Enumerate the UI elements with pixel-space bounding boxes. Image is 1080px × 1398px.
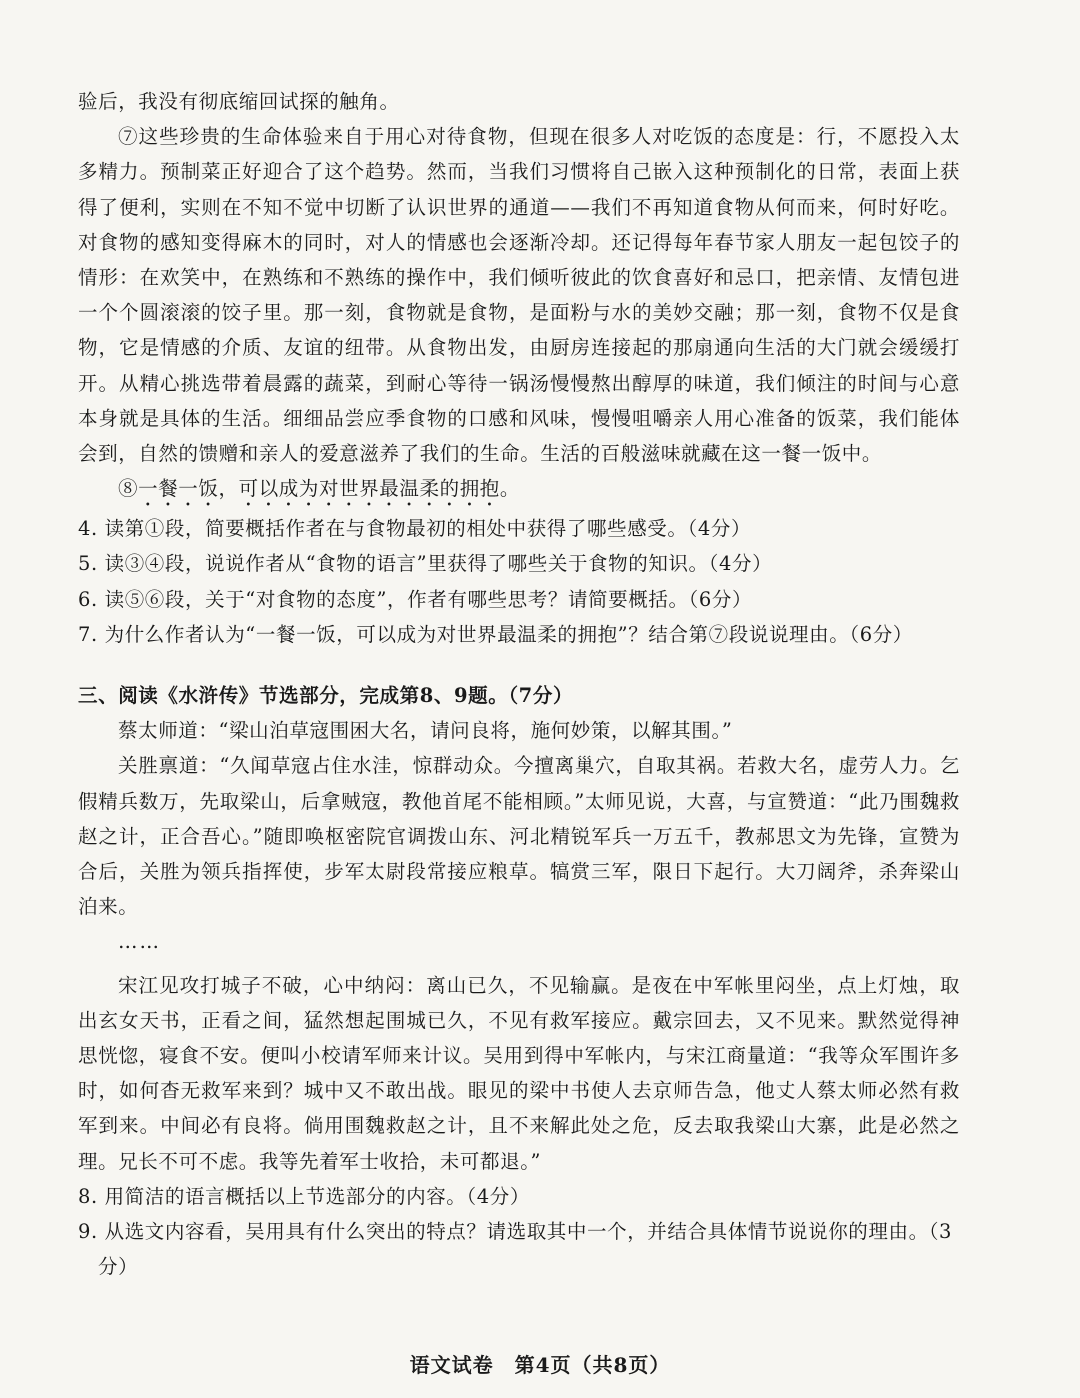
paragraph-8 xyxy=(78,471,960,511)
question-9: 9. 从选文内容看，吴用具有什么突出的特点？请选取其中一个，并结合具体情节说说你的理由。（3分） xyxy=(78,1220,953,1279)
paragraph-8-emphasized-text: 一餐一饭，可以成为对世界最温柔的拥抱。 xyxy=(138,477,521,501)
question-7: 7. 为什么作者认为“一餐一饭，可以成为对世界最温柔的拥抱”？结合第⑦段说说理由。（6分） xyxy=(78,622,913,646)
question-5: 5. 读③④段，说说作者从“食物的语言”里获得了哪些关于食物的知识。（4分） xyxy=(78,552,773,576)
section-3-paragraph-2: 关胜禀道：“久闻草寇占住水洼，惊群动众。今擅离巢穴，自取其祸。若救大名，虚劳人力。乞假精兵数万，先取梁山，后拿贼寇，教他首尾不能相顾。”太师见说，大喜，与宣赞道：“此乃围魏救赵之计，正合吾心。”随即唤枢密院官调拨山东、河北精锐军兵一万五千，教郝思文为先锋，宣赞为合后，关胜为领兵指挥使，步军太尉段常接应粮草。犒赏三军，限日下起行。大刀阔斧，杀奔梁山泊来。 xyxy=(78,754,960,919)
paragraph-8-number: ⑧ xyxy=(118,477,139,501)
question-4: 4. 读第①段，简要概括作者在与食物最初的相处中获得了哪些感受。（4分） xyxy=(78,517,752,541)
section-3-paragraph-1: 蔡太师道：“梁山泊草寇围困大名，请问良将，施何妙策，以解其围。” xyxy=(118,719,733,743)
page-footer: 语文试卷 第4页（共8页） xyxy=(409,1353,671,1377)
section-3-paragraph-3: 宋江见攻打城子不破，心中纳闷：离山已久，不见输赢。是夜在中军帐里闷坐，点上灯烛，取出玄女天书，正看之间，猛然想起围城已久，不见有救军接应。戴宗回去，又不见来。默然觉得神思恍惚，寝食不安。便叫小校请军师来计议。吴用到得中军帐内，与宋江商量道：“我等众军围许多时，如何杳无救军来到？城中又不敢出战。眼见的梁中书使人去京师告急，他丈人蔡太师必然有救军到来。中间必有良将。倘用围魏救赵之计，且不来解此处之危，反去取我梁山大寨，此是必然之理。兄长不可不虑。我等先着军士收拾，未可都退。” xyxy=(78,973,960,1173)
question-6: 6. 读⑤⑥段，关于“对食物的态度”，作者有哪些思考？请简要概括。（6分） xyxy=(78,587,753,611)
paragraph-7: ⑦这些珍贵的生命体验来自于用心对待食物，但现在很多人对吃饭的态度是：行，不愿投入太多精力。预制菜正好迎合了这个趋势。然而，当我们习惯将自己嵌入这种预制化的日常，表面上获得了便利，实则在不知不觉中切断了认识世界的通道——我们不再知道食物从何而来，何时好吃。对食物的感知变得麻木的同时，对人的情感也会逐渐冷却。还记得每年春节家人朋友一起包饺子的情形：在欢笑中，在熟练和不熟练的操作中，我们倾听彼此的饮食喜好和忌口，把亲情、友情包进一个个圆滚滚的饺子里。那一刻，食物就是食物，是面粉与水的美妙交融；那一刻，食物不仅是食物，它是情感的介质、友谊的纽带。从食物出发，由厨房连接起的那扇通向生活的大门就会缓缓打开。从精心挑选带着晨露的蔬菜，到耐心等待一锅汤慢慢熬出醇厚的味道，我们倾注的时间与心意本身就是具体的生活。细细品尝应季食物的口感和风味，慢慢咀嚼亲人用心准备的饭菜，我们能体会到，自然的馈赠和亲人的爱意滋养了我们的生命。生活的百般滋味就藏在这一餐一饭中。 xyxy=(78,125,960,466)
passage-continuation-line: 验后，我没有彻底缩回试探的触角。 xyxy=(78,90,400,113)
section-3-heading: 三、阅读《水浒传》节选部分，完成第8、9题。（7分） xyxy=(78,684,574,708)
section-3-ellipsis: …… xyxy=(118,930,161,954)
question-8: 8. 用简洁的语言概括以上节选部分的内容。（4分） xyxy=(78,1184,530,1208)
